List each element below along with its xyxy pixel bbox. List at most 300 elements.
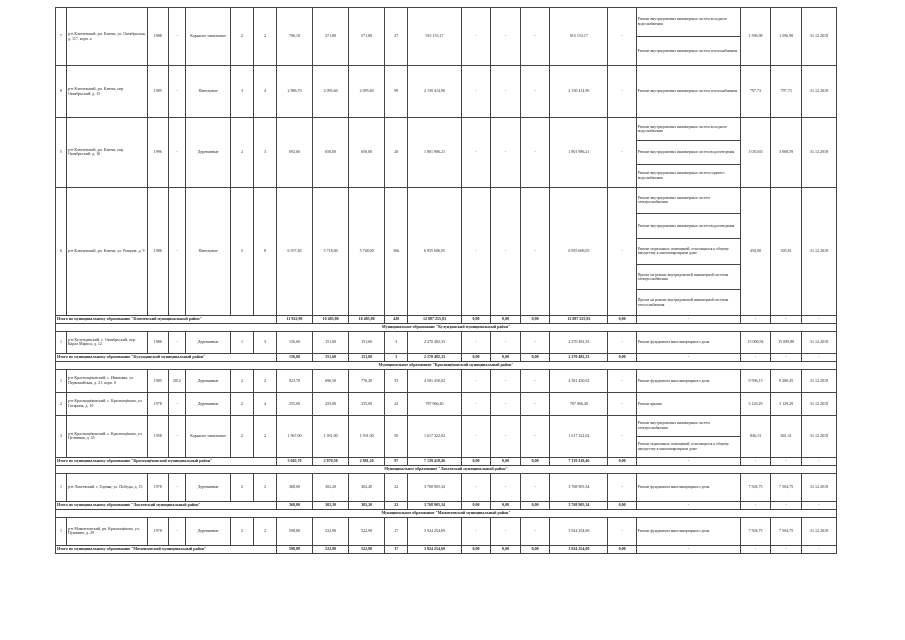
cell-f4: 2 270 482,33	[550, 331, 608, 353]
cell-year2: 2012	[168, 369, 186, 392]
cell-year1: 1985	[147, 66, 168, 118]
total-a2: 522,90	[313, 545, 349, 553]
cell-f5: -	[608, 187, 636, 315]
cell-a1: 598,80	[276, 517, 312, 545]
cell-f5: -	[608, 118, 636, 188]
total-a3: 151,60	[349, 353, 385, 361]
cell-a3: 1 931,00	[349, 415, 385, 457]
total-f2: 0,00	[491, 457, 521, 465]
total-date: -	[801, 353, 836, 361]
cell-addr: р-н Ключевский, рп. Ключи, ул. Рощина, д. 9	[66, 187, 147, 315]
cell-people: 50	[385, 415, 408, 457]
cell-people: 22	[385, 473, 408, 501]
cell-a3: 571,80	[349, 8, 385, 66]
total-f5: 0,00	[608, 315, 636, 323]
total-u1: -	[740, 545, 771, 553]
cell-people: 20	[385, 118, 408, 188]
total-u1: -	[740, 353, 771, 361]
cell-f3: -	[520, 66, 550, 118]
cell-f5: -	[608, 66, 636, 118]
municipality-header-row	[56, 323, 837, 331]
total-a2: 151,60	[313, 353, 349, 361]
cell-f5: -	[608, 415, 636, 457]
cell-people: 24	[385, 392, 408, 415]
total-people: 17	[385, 545, 408, 553]
work-type-cell: Проект на ремонт внутридомовой инженерной системы теплоснабжения	[636, 290, 740, 316]
cell-a1: 823,70	[276, 369, 312, 392]
cell-a3: 2 095,60	[349, 66, 385, 118]
total-people: 97	[385, 457, 408, 465]
cell-wall: Каркасно-панельные	[186, 8, 231, 66]
total-date: -	[801, 315, 836, 323]
total-w: -	[636, 501, 740, 509]
total-date: -	[801, 501, 836, 509]
cell-entr: 4	[253, 66, 276, 118]
cell-u2: 9 280,45	[771, 369, 802, 392]
cell-f2: -	[491, 331, 521, 353]
cell-u2: 305,61	[771, 187, 802, 315]
cell-cost: 1 801 986,21	[408, 118, 462, 188]
total-f1: 0,00	[461, 315, 491, 323]
cell-u2: 15 009,88	[771, 331, 802, 353]
cell-a2: 571,80	[313, 8, 349, 66]
cell-cost: 2 270 482,33	[408, 331, 462, 353]
total-date: -	[801, 545, 836, 553]
cell-f4: 1 617 322,02	[550, 415, 608, 457]
cell-floors: 2	[231, 118, 254, 188]
total-a1: 156,60	[276, 353, 312, 361]
cell-addr: р-н Кулундинский, с. Октябрьский, пер. Карла Маркса, д. 12	[66, 331, 147, 353]
cell-f1: -	[461, 331, 491, 353]
cell-entr: 2	[253, 8, 276, 66]
total-f2: 0,00	[491, 315, 521, 323]
cell-date: 31.12.2018	[801, 473, 836, 501]
cell-people: 33	[385, 369, 408, 392]
cell-cost: 915 153,17	[408, 8, 462, 66]
cell-addr: р-н Ключевский, рп. Ключи, пер. Октябрьский, д. 15	[66, 66, 147, 118]
total-a2: 10 485,80	[313, 315, 349, 323]
cell-year2: -	[168, 331, 186, 353]
total-w: -	[636, 353, 740, 361]
total-f4: 2 270 482,33	[550, 353, 608, 361]
cell-cost: 3 768 905,34	[408, 473, 462, 501]
total-u2: -	[771, 353, 802, 361]
cell-wall: Деревянные	[186, 392, 231, 415]
total-date: -	[801, 457, 836, 465]
work-type-cell: Ремонт внутридомовых инженерных систем горячего водоснабжения	[636, 164, 740, 187]
cell-year2: -	[168, 392, 186, 415]
cell-date: 31.12.2018	[801, 66, 836, 118]
total-u2: -	[771, 545, 802, 553]
cell-f4: 3 768 905,34	[550, 473, 608, 501]
cell-cost: 6 955 606,05	[408, 187, 462, 315]
cell-f3: -	[520, 331, 550, 353]
cell-u2: 3 129,29	[771, 392, 802, 415]
total-row	[56, 315, 837, 323]
total-u1: -	[740, 315, 771, 323]
total-a1: 598,80	[276, 545, 312, 553]
cell-wall: Панельные	[186, 187, 231, 315]
cell-a2: 5 718,00	[313, 187, 349, 315]
cell-no: 1	[56, 369, 67, 392]
cell-no: 1	[56, 331, 67, 353]
cell-year2: -	[168, 187, 186, 315]
cell-date: 31.12.2018	[801, 8, 836, 66]
cell-cost: 787 966,40	[408, 392, 462, 415]
total-f3: 0,00	[520, 457, 550, 465]
cell-f2: -	[491, 415, 521, 457]
table-row	[56, 517, 837, 545]
cell-floors: 2	[231, 415, 254, 457]
cell-wall: Деревянные	[186, 369, 231, 392]
cell-f5: -	[608, 473, 636, 501]
total-f5: 0,00	[608, 353, 636, 361]
cell-year1: 1985	[147, 369, 168, 392]
cell-u1: 3 010,65	[740, 118, 771, 188]
total-a1: 11 922,90	[276, 315, 312, 323]
cell-a3: 776,20	[349, 369, 385, 392]
cell-a1: 255,00	[276, 392, 312, 415]
cell-entr: 2	[253, 415, 276, 457]
total-f2: 0,00	[491, 545, 521, 553]
cell-u1: 15 006,94	[740, 331, 771, 353]
total-people: 3	[385, 353, 408, 361]
cell-no: 8	[56, 66, 67, 118]
cell-people: 17	[385, 517, 408, 545]
cell-f1: -	[461, 118, 491, 188]
cell-date: 31.12.2018	[801, 517, 836, 545]
total-a1: 368,00	[276, 501, 312, 509]
municipality-header-row	[56, 361, 837, 369]
cell-u2: 7 504,75	[771, 473, 802, 501]
cell-a1: 156,60	[276, 331, 312, 353]
cell-f4: 4 581 450,02	[550, 369, 608, 392]
table-row	[56, 66, 837, 118]
cell-u1: 1 596,98	[740, 8, 771, 66]
cell-f3: -	[520, 369, 550, 392]
total-f1: 0,00	[461, 545, 491, 553]
total-w: -	[636, 315, 740, 323]
cell-floors: 5	[231, 187, 254, 315]
cell-f5: -	[608, 369, 636, 392]
cell-addr: р-н Краснощёковский, с. Краснощёково, ул. Целинная, д. 45	[66, 415, 147, 457]
total-f5: 0,00	[608, 545, 636, 553]
cell-year2: -	[168, 517, 186, 545]
cell-f3: -	[520, 517, 550, 545]
cell-f4: 915 153,17	[550, 8, 608, 66]
cell-f1: -	[461, 369, 491, 392]
cell-f2: -	[491, 66, 521, 118]
cell-date: 31.12.2018	[801, 369, 836, 392]
cell-f1: -	[461, 415, 491, 457]
repair-program-table	[55, 7, 837, 554]
cell-a3: 650,00	[349, 118, 385, 188]
total-w: -	[636, 545, 740, 553]
cell-a1: 1 967,00	[276, 415, 312, 457]
work-type-cell: Ремонт внутридомовых инженерных систем теплоснабжения	[636, 37, 740, 66]
cell-a3: 5 748,00	[349, 187, 385, 315]
cell-addr: р-н Ключевский, рп. Ключи, ул. Октябрьская, д. 117, корп. а	[66, 8, 147, 66]
cell-a2: 696,50	[313, 369, 349, 392]
cell-f2: -	[491, 392, 521, 415]
total-row	[56, 501, 837, 509]
cell-cost: 1 617 322,02	[408, 415, 462, 457]
total-a3: 522,90	[349, 545, 385, 553]
cell-floors: 2	[231, 517, 254, 545]
cell-year2: -	[168, 118, 186, 188]
cell-no: 6	[56, 187, 67, 315]
cell-a3: 255,00	[349, 392, 385, 415]
total-cost: 2 270 482,33	[408, 353, 462, 361]
cell-f2: -	[491, 187, 521, 315]
cell-addr: р-н Краснощёковский, с. Ивановка, ул. Первомайская, д. 21, корп. б	[66, 369, 147, 392]
cell-f3: -	[520, 118, 550, 188]
total-f2: 0,00	[491, 501, 521, 509]
table-row	[56, 392, 837, 415]
municipality-header-row	[56, 509, 837, 517]
cell-year1: 1978	[147, 517, 168, 545]
total-a2: 302,20	[313, 501, 349, 509]
cell-no: 2	[56, 392, 67, 415]
total-u1: -	[740, 501, 771, 509]
municipality-title: Муниципальное образование "Кулундинский муниципальный район"	[56, 323, 837, 331]
cell-f5: -	[608, 392, 636, 415]
cell-year1: 1996	[147, 118, 168, 188]
total-label: Итого по муниципальному образованию "Кулундинский муниципальный район"	[56, 353, 277, 361]
cell-u2: 3 068,59	[771, 118, 802, 188]
total-f5: 0,00	[608, 501, 636, 509]
cell-year1: 1986	[147, 187, 168, 315]
cell-addr: р-н Ключевский, рп. Ключи, пер. Октябрьский, д. 16	[66, 118, 147, 188]
work-type-cell: Ремонт подвальных помещений, относящихся к общему имуществу в многоквартирном доме	[636, 239, 740, 265]
cell-f5: -	[608, 517, 636, 545]
cell-f4: 787 966,40	[550, 392, 608, 415]
cell-year1: 1978	[147, 392, 168, 415]
cell-f2: -	[491, 369, 521, 392]
total-a3: 302,20	[349, 501, 385, 509]
total-label: Итого по муниципальному образованию "Локтевский муниципальный район"	[56, 501, 277, 509]
cell-u1: 797,73	[740, 66, 771, 118]
cell-floors: 1	[231, 331, 254, 353]
cell-cost: 3 924 254,69	[408, 517, 462, 545]
cell-f1: -	[461, 473, 491, 501]
cell-wall: Каркасно-панельные	[186, 415, 231, 457]
cell-f2: -	[491, 118, 521, 188]
cell-a1: 2 986,70	[276, 66, 312, 118]
table-row	[56, 415, 837, 436]
cell-entr: 2	[253, 369, 276, 392]
cell-addr: р-н Локтевский, г. Горняк, ул. Победы, д. 15	[66, 473, 147, 501]
cell-u2: 1 596,98	[771, 8, 802, 66]
cell-a2: 522,90	[313, 517, 349, 545]
work-type-cell: Ремонт фундамента многоквартирного дома	[636, 331, 740, 353]
work-type-cell: Ремонт крыши	[636, 392, 740, 415]
cell-no: 3	[56, 415, 67, 457]
cell-addr: р-н Краснощёковский, с. Краснощёково, ул. Гагарина, д. 10	[66, 392, 147, 415]
total-u1: -	[740, 457, 771, 465]
cell-year2: -	[168, 473, 186, 501]
work-type-cell: Проект на ремонт внутридомовой инженерной системы электроснабжения	[636, 264, 740, 290]
cell-f3: -	[520, 473, 550, 501]
total-cost: 3 924 254,69	[408, 545, 462, 553]
work-type-cell: Ремонт внутридомовых инженерных систем водоотведения	[636, 141, 740, 164]
cell-a2: 2 095,60	[313, 66, 349, 118]
total-row	[56, 457, 837, 465]
total-cost: 12 087 255,83	[408, 315, 462, 323]
total-f4: 7 139 418,46	[550, 457, 608, 465]
municipality-title: Муниципальное образование "Локтевский муниципальный район"	[56, 465, 837, 473]
cell-people: 366	[385, 187, 408, 315]
table-row	[56, 473, 837, 501]
total-row	[56, 353, 837, 361]
work-type-cell: Ремонт фундамента многоквартирного дома	[636, 473, 740, 501]
cell-date: 31.12.2018	[801, 118, 836, 188]
total-people: 22	[385, 501, 408, 509]
cell-a1: 368,00	[276, 473, 312, 501]
cell-f4: 1 801 986,21	[550, 118, 608, 188]
table-row	[56, 187, 837, 213]
cell-date: 31.12.2018	[801, 187, 836, 315]
total-f3: 0,00	[520, 501, 550, 509]
cell-f3: -	[520, 8, 550, 66]
cell-year1: 1958	[147, 415, 168, 457]
cell-entr: 2	[253, 517, 276, 545]
cell-addr: р-н Мамонтовский, рп. Краснощёково, ул. Пушкина, д. 29	[66, 517, 147, 545]
table-row	[56, 331, 837, 353]
cell-f1: -	[461, 187, 491, 315]
total-f3: 0,00	[520, 545, 550, 553]
municipality-title: Муниципальное образование "Мамонтовский муниципальный район"	[56, 509, 837, 517]
total-label: Итого по муниципальному образованию "Мамонтовский муниципальный район"	[56, 545, 277, 553]
total-cost: 3 768 905,34	[408, 501, 462, 509]
total-f4: 3 924 254,69	[550, 545, 608, 553]
total-f2: 0,00	[491, 353, 521, 361]
work-type-cell: Ремонт внутридомовых инженерных систем электроснабжения	[636, 415, 740, 436]
cell-a2: 255,00	[313, 392, 349, 415]
cell-u2: 7 504,75	[771, 517, 802, 545]
work-type-cell: Ремонт подвальных помещений, относящихся к общему имуществу в многоквартирном доме	[636, 436, 740, 457]
total-cost: 7 139 418,46	[408, 457, 462, 465]
work-type-cell: Ремонт внутридомовых инженерных систем водоотведения	[636, 213, 740, 239]
cell-f1: -	[461, 517, 491, 545]
cell-entr: 3	[253, 331, 276, 353]
cell-f2: -	[491, 517, 521, 545]
cell-a2: 1 931,00	[313, 415, 349, 457]
cell-floors: 2	[231, 8, 254, 66]
cell-f1: -	[461, 8, 491, 66]
cell-wall: Деревянные	[186, 118, 231, 188]
cell-year1: 1978	[147, 473, 168, 501]
cell-f3: -	[520, 415, 550, 457]
total-f5: 0,00	[608, 457, 636, 465]
total-people: 420	[385, 315, 408, 323]
cell-f4: 3 924 254,69	[550, 517, 608, 545]
cell-entr: 2	[253, 473, 276, 501]
cell-f5: -	[608, 331, 636, 353]
total-label: Итого по муниципальному образованию "Краснощёковский муниципальный район"	[56, 457, 277, 465]
cell-u1: 7 504,75	[740, 517, 771, 545]
cell-u1: 7 504,75	[740, 473, 771, 501]
total-label: Итого по муниципальному образованию "Ключевский муниципальный район"	[56, 315, 277, 323]
cell-a2: 302,20	[313, 473, 349, 501]
cell-wall: Панельные	[186, 66, 231, 118]
cell-floors: 2	[231, 392, 254, 415]
cell-year1: 1988	[147, 8, 168, 66]
cell-year2: -	[168, 66, 186, 118]
cell-wall: Деревянные	[186, 517, 231, 545]
municipality-title: Муниципальное образование "Краснощёковский муниципальный район"	[56, 361, 837, 369]
cell-u1: 9 596,13	[740, 369, 771, 392]
cell-no: 1	[56, 517, 67, 545]
cell-floors: 3	[231, 66, 254, 118]
cell-u2: 797,73	[771, 66, 802, 118]
cell-f2: -	[491, 8, 521, 66]
cell-f3: -	[520, 187, 550, 315]
cell-f2: -	[491, 473, 521, 501]
total-row	[56, 545, 837, 553]
work-type-cell: Ремонт внутридомовых инженерных систем холодного водоснабжения	[636, 118, 740, 141]
total-f3: 0,00	[520, 315, 550, 323]
cell-f4: 6 955 606,05	[550, 187, 608, 315]
cell-u2: 841,31	[771, 415, 802, 457]
cell-u1: 846,13	[740, 415, 771, 457]
total-w: -	[636, 457, 740, 465]
cell-a2: 151,60	[313, 331, 349, 353]
cell-year1: 1986	[147, 331, 168, 353]
work-type-cell: Ремонт фундамента многоквартирного дома	[636, 369, 740, 392]
cell-wall: Деревянные	[186, 473, 231, 501]
cell-u1: 450,00	[740, 187, 771, 315]
cell-f1: -	[461, 66, 491, 118]
cell-people: 99	[385, 66, 408, 118]
total-a3: 10 485,80	[349, 315, 385, 323]
cell-floors: 2	[231, 473, 254, 501]
cell-a3: 522,90	[349, 517, 385, 545]
table-row	[56, 369, 837, 392]
total-f1: 0,00	[461, 457, 491, 465]
cell-f3: -	[520, 392, 550, 415]
total-u2: -	[771, 457, 802, 465]
cell-a1: 706,10	[276, 8, 312, 66]
table-row	[56, 8, 837, 37]
total-u2: -	[771, 501, 802, 509]
table-body	[56, 8, 837, 554]
total-a2: 2 870,50	[313, 457, 349, 465]
cell-a1: 6 557,48	[276, 187, 312, 315]
cell-a3: 151,60	[349, 331, 385, 353]
cell-no: 7	[56, 8, 67, 66]
cell-no: 1	[56, 473, 67, 501]
cell-year2: -	[168, 8, 186, 66]
cell-year2: -	[168, 415, 186, 457]
cell-date: 31.12.2018	[801, 331, 836, 353]
cell-a3: 302,20	[349, 473, 385, 501]
total-f3: 0,00	[520, 353, 550, 361]
cell-f1: -	[461, 392, 491, 415]
work-type-cell: Ремонт внутридомовых инженерных систем теплоснабжения	[636, 66, 740, 118]
cell-f4: 2 150 414,90	[550, 66, 608, 118]
cell-wall: Деревянные	[186, 331, 231, 353]
cell-entr: 4	[253, 392, 276, 415]
total-a1: 3 045,70	[276, 457, 312, 465]
cell-u1: 3 129,29	[740, 392, 771, 415]
table-row	[56, 118, 837, 141]
cell-no: 5	[56, 118, 67, 188]
total-f1: 0,00	[461, 501, 491, 509]
total-a3: 2 881,20	[349, 457, 385, 465]
total-f4: 12 087 255,83	[550, 315, 608, 323]
total-f4: 3 768 905,34	[550, 501, 608, 509]
